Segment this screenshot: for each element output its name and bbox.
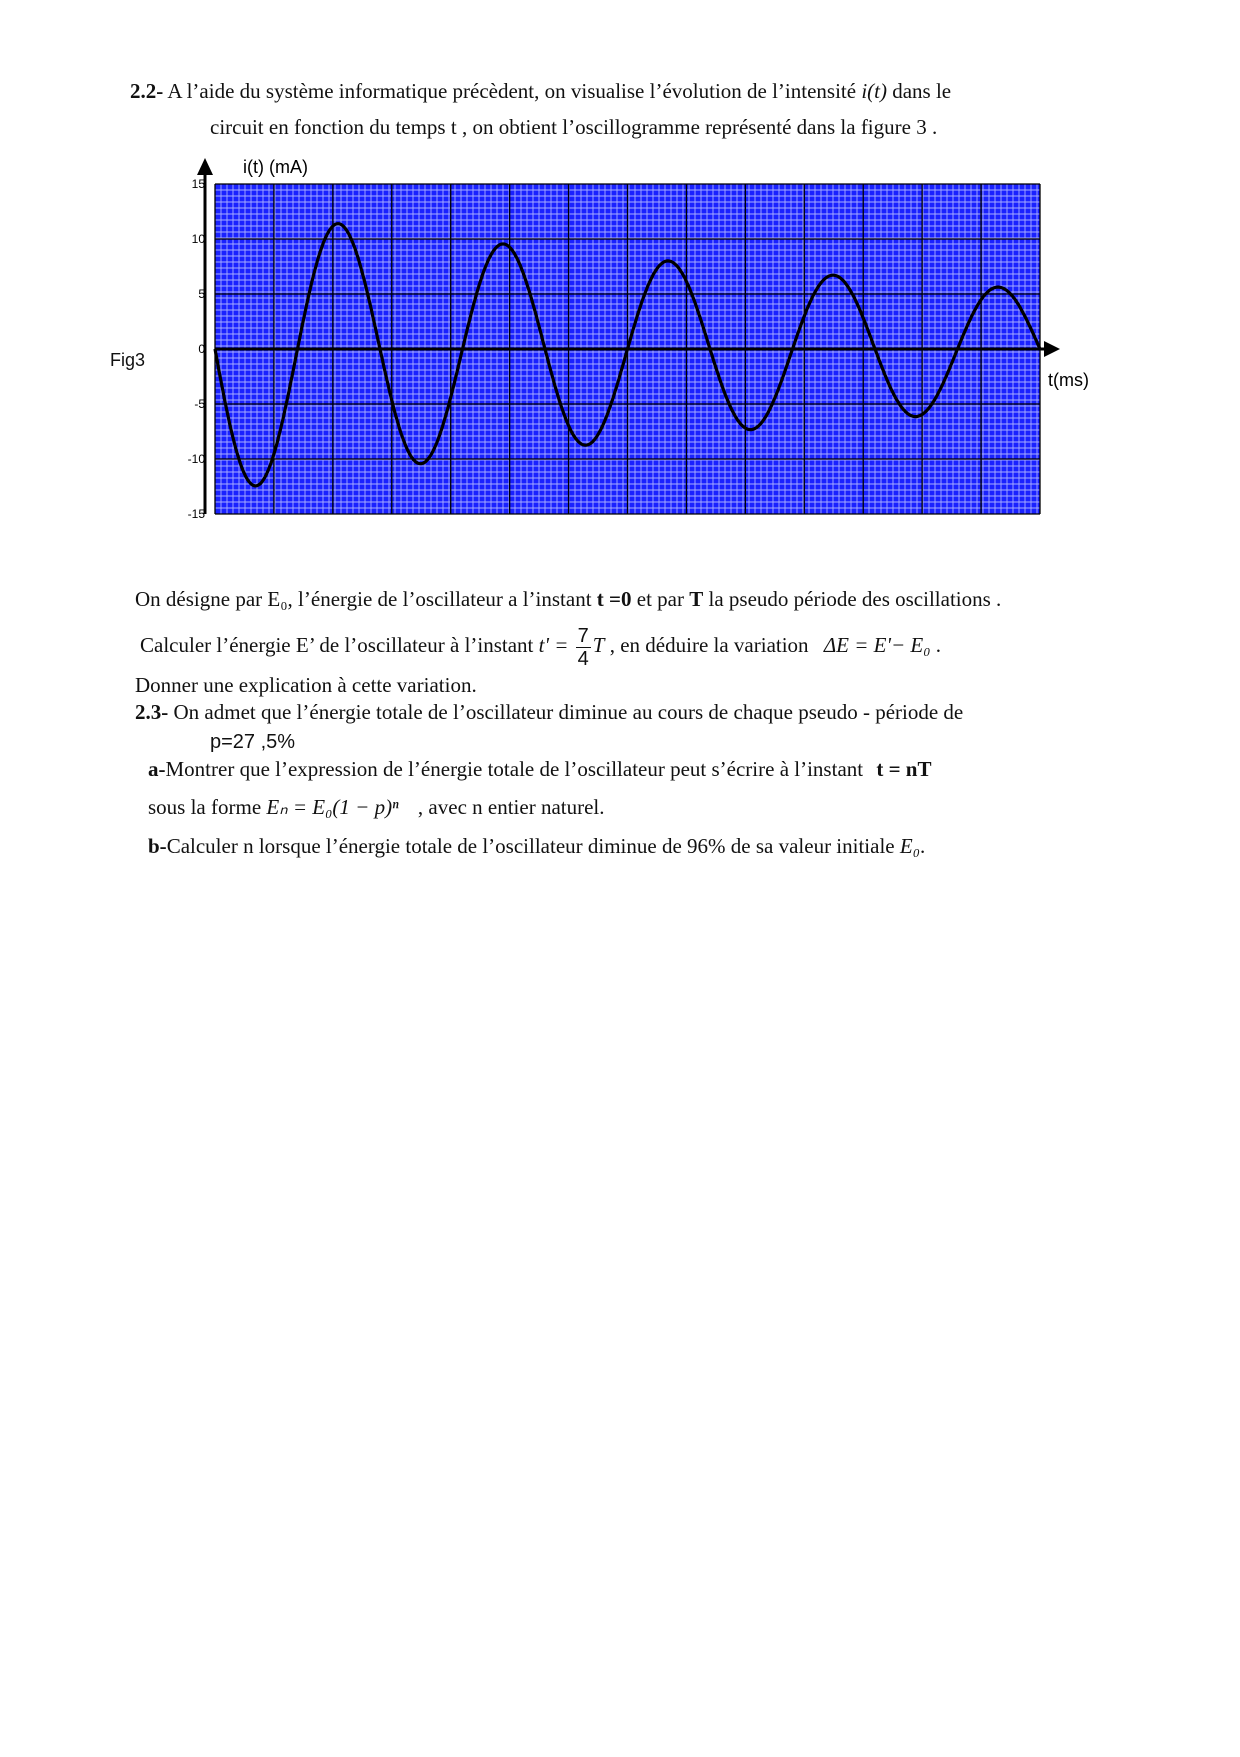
section-text: A l’aide du système informatique précèdent, on visualise l’évolution de l’intensité — [167, 79, 857, 103]
period-symbol: T — [689, 587, 704, 611]
question-a-text: Montrer que l’expression de l’énergie totale de l’oscillateur peut s’écrire à l’instant — [165, 757, 864, 781]
text-part: . — [935, 633, 942, 657]
section-number: 2.3- — [135, 700, 169, 724]
x-axis-label: t(ms) — [1048, 370, 1089, 390]
text-part: On désigne par — [135, 587, 263, 611]
text-part: la pseudo période des oscillations . — [708, 587, 1002, 611]
time-zero: t =0 — [596, 587, 632, 611]
fraction-7-4 — [576, 625, 591, 670]
question-a-line2 — [148, 794, 605, 820]
y-tick-label: 10 — [191, 232, 205, 246]
question-b-line — [148, 833, 925, 859]
text-part: sous la forme — [148, 795, 262, 819]
y-tick-label: -15 — [187, 507, 205, 521]
section-text-end: dans le — [892, 79, 952, 103]
text-part: et par — [636, 587, 684, 611]
period-symbol: T — [592, 633, 605, 657]
y-tick-label: 15 — [191, 177, 205, 191]
section-22-line2: circuit en fonction du temps t , on obtient l’oscillogramme représenté dans la figure 3 . — [210, 115, 938, 139]
t-prime-symbol: t' = — [538, 633, 569, 657]
text-line-1 — [135, 586, 1001, 612]
energy-formula: Eₙ = E₀(1 − p)ⁿ — [266, 795, 399, 819]
question-a-line1 — [148, 756, 932, 782]
delta-e-formula: ΔE = E'− E₀ — [823, 633, 931, 657]
text-line-2 — [140, 620, 941, 670]
time-nt: t = nT — [876, 757, 932, 781]
figure-label: Fig3 — [110, 350, 146, 370]
energy-e0-symbol: E₀ — [899, 834, 921, 858]
y-tick-label: -5 — [194, 397, 205, 411]
energy-e0-symbol: E₀ — [267, 587, 288, 611]
section-number: 2.2- — [130, 79, 164, 103]
question-b-label: b- — [148, 834, 167, 858]
question-b-text: Calculer n lorsque l’énergie totale de l’oscillateur diminue de 96% de sa valeur initiale — [166, 834, 895, 858]
text-line-3: Donner une explication à cette variation. — [135, 673, 477, 697]
y-tick-label: 0 — [198, 342, 205, 356]
intensity-symbol: i(t) — [861, 79, 887, 103]
text-part: . — [920, 834, 926, 858]
text-part: , avec n entier naturel. — [417, 795, 605, 819]
text-part: Calculer l’énergie E’ de l’oscillateur à l’instant — [140, 633, 534, 657]
section-23-line1 — [135, 699, 963, 725]
current-axis-arrow — [197, 158, 213, 175]
y-axis-label: i(t) (mA) — [243, 157, 308, 177]
section-text: On admet que l’énergie totale de l’oscillateur diminue au cours de chaque pseudo - période de — [173, 700, 964, 724]
text-part: , en déduire la variation — [609, 633, 809, 657]
fraction-denominator: 4 — [577, 647, 589, 670]
question-a-label: a- — [148, 757, 166, 781]
y-tick-label: 5 — [198, 287, 205, 301]
time-axis-arrow — [1044, 341, 1060, 357]
fraction-numerator: 7 — [577, 624, 589, 647]
text-part: , l’énergie de l’oscillateur a l’instant — [287, 587, 592, 611]
oscillogram-chart — [0, 0, 1240, 540]
y-tick-label: -10 — [187, 452, 205, 466]
section-23-line2: p=27 ,5% — [210, 731, 296, 753]
